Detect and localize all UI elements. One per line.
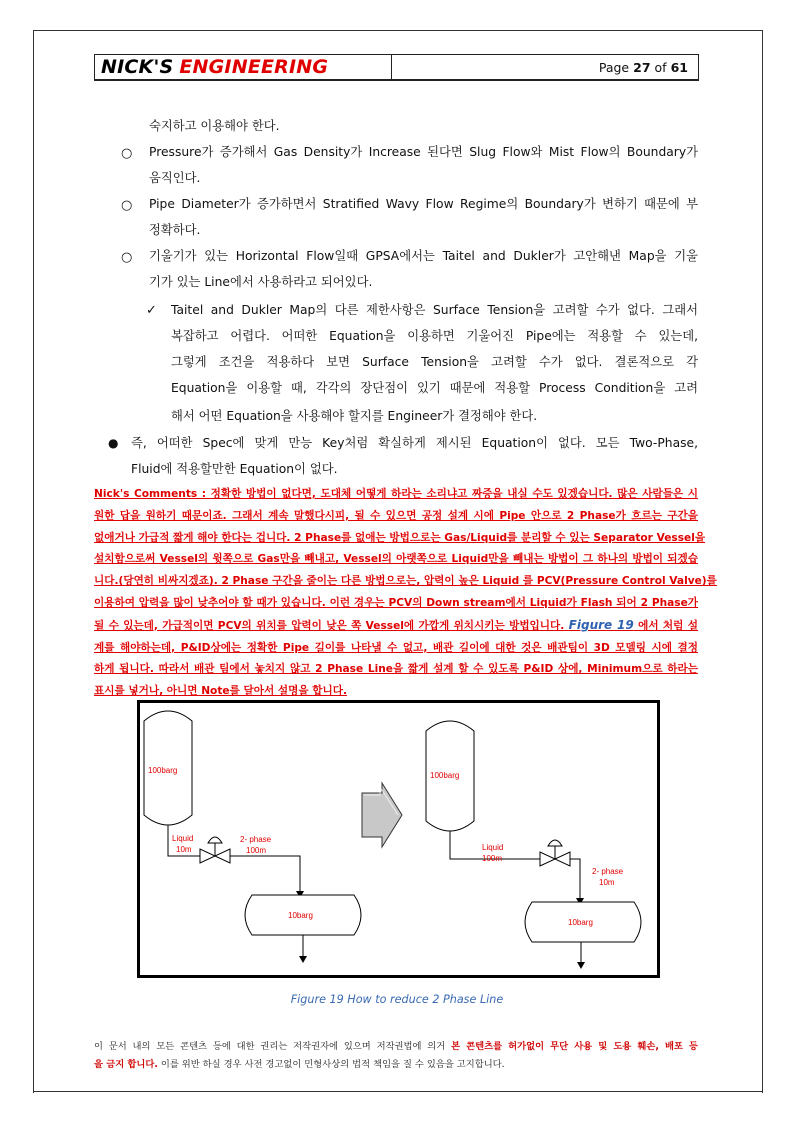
list-item-pipe-diameter: Pipe Diameter가 증가하면서 Stratified Wavy Flow Regime의 Boundary가 변하기 때문에 부 (149, 197, 698, 211)
transition-arrow-icon (362, 783, 402, 847)
bullet-item-line: 즉, 어떠한 Spec에 맞게 만능 Key처럼 확실하게 제시된 Equation이 없다. 모든 Two-Phase, (131, 436, 698, 450)
comment-line: 이용하여 압력을 많이 낮추어야 할 때가 있습니다. 이런 경우는 PCV의 Down stream에서 Liquid가 Flash 되어 2 Phase가 (94, 596, 698, 609)
copyright-warning: 을 금지 합니다. (94, 1059, 158, 1070)
figure-19-diagram (137, 700, 660, 978)
right-top-vessel-label: 100barg (430, 771, 460, 780)
text-line: 정확하다. (149, 223, 201, 237)
copyright-notice (94, 1038, 698, 1074)
bullet-marker: ● (108, 436, 119, 450)
comment-line: 표시를 넣거나, 아니면 Note를 달아서 설명을 합니다. (94, 685, 348, 698)
copyright-text: 이 문서 내의 모든 콘텐츠 등에 대한 권리는 저작권자에 있으며 저작권법에 의거 (94, 1041, 452, 1052)
copyright-text: 이를 위반 하실 경우 사전 경고없이 민형사상의 법적 책임을 질 수 있음을 고지합니다. (157, 1059, 505, 1070)
left-control-valve-icon (200, 837, 230, 863)
checkmark-icon: ✓ (146, 303, 157, 318)
left-two-phase-line (230, 856, 300, 895)
left-two-phase-label: 2- phase (240, 835, 272, 844)
copyright-warning: 본 콘텐츠를 허가없이 무단 사용 및 도용 훼손, 배포 등 (451, 1041, 698, 1052)
comment-line: 계를 해야하는데, P&ID상에는 정확한 Pipe 길이를 나타낼 수 없고, 배관 길이에 대한 것은 배관팀이 3D 모델링 시에 결정 (94, 641, 698, 654)
list-item-pressure: Pressure가 증가해서 Gas Density가 Increase 된다면 Slug Flow와 Mist Flow의 Boundary가 (149, 145, 698, 159)
left-outlet-arrowhead (299, 956, 307, 963)
left-two-phase-length: 100m (246, 846, 267, 855)
check-item-line: Taitel and Dukler Map의 다른 제한사항은 Surface Tension을 고려할 수가 없다. 그래서 (171, 303, 698, 317)
comment-line (94, 615, 698, 638)
right-liquid-length: 100m (482, 854, 503, 863)
page-total: 61 (670, 59, 688, 75)
right-two-phase-line (570, 859, 580, 902)
page-label: Page (598, 59, 630, 75)
comment-line: 하게 됩니다. 따라서 배관 팀에서 놓치지 않고 2 Phase Line을 짧게 설계 할 수 있도록 P&ID 상에, Minimum으로 하라는 (94, 663, 698, 676)
right-control-valve-icon (540, 840, 570, 866)
figure-caption: Figure 19 How to reduce 2 Phase Line (290, 993, 504, 1006)
nicks-comments (94, 484, 717, 703)
bullet-item-line: Fluid에 적용할만한 Equation이 없다. (131, 462, 338, 476)
left-process-diagram (144, 711, 361, 963)
check-item-line: 그렇게 조건을 적용하다 보면 Surface Tension을 고려할 수가 없다. 결론적으로 각 (171, 355, 698, 369)
left-bottom-vessel-label: 10barg (288, 911, 313, 920)
page-header (94, 54, 699, 81)
comment-line: 원한 답을 원하기 때문이죠. 그래서 계속 말했다시피, 될 수 있으면 공정 설계 시에 Pipe 안으로 2 Phase가 흐르는 구간을 (94, 509, 698, 522)
circle-marker: ○ (121, 250, 133, 265)
comment-line: 설치함으로써 Vessel의 윗쪽으로 Gas만을 빼내고, Vessel의 아랫쪽으로 Liquid만을 빼내는 방법이 그 하나의 방법이 되겠습 (94, 553, 698, 566)
logo-text-nicks: NICK'S (101, 56, 174, 78)
figure-reference-link[interactable]: Figure 19 (568, 617, 634, 632)
right-outlet-arrowhead (577, 962, 585, 969)
list-item-horizontal-flow: 기울기가 있는 Horizontal Flow일때 GPSA에서는 Taitel and Dukler가 고안해낸 Map을 기울 (149, 249, 698, 263)
check-item-line: 해서 어떤 Equation을 사용해야 할지를 Engineer가 결정해야 한다. (171, 409, 538, 423)
right-bottom-vessel-label: 10barg (568, 918, 593, 927)
text-line: 숙지하고 이용해야 한다. (149, 119, 280, 133)
right-liquid-label: Liquid (482, 843, 504, 852)
left-top-vessel-label: 100barg (148, 766, 178, 775)
left-liquid-label: Liquid (172, 834, 194, 843)
left-liquid-length: 10m (176, 845, 192, 854)
logo-text-engineering: ENGINEERING (179, 56, 329, 78)
company-logo (95, 55, 392, 79)
copyright-line (94, 1056, 698, 1074)
check-item-line: Equation을 이용할 때, 각각의 장단점이 있기 때문에 적용할 Process Condition을 고려 (171, 381, 698, 395)
right-two-phase-length: 10m (599, 878, 615, 887)
copyright-line (94, 1038, 698, 1056)
comment-line: 없애거나 가급적 짧게 해야 한다는 겁니다. 2 Phase를 없애는 방법으로는 Gas/Liquid를 분리할 수 있는 Separator Vessel을 (94, 531, 706, 544)
right-two-phase-label: 2- phase (592, 867, 624, 876)
comment-text: 될 수 있는데, 가급적이면 PCV의 위치를 압력이 낮은 쪽 Vessel에 가깝게 위치시키는 방법입니다. (94, 619, 565, 632)
text-line: 기가 있는 Line에서 사용하라고 되어있다. (149, 275, 373, 289)
check-item-line: 복잡하고 어렵다. 어떠한 Equation을 이용하면 기울어진 Pipe에는 적용할 수 있는데, (171, 329, 698, 343)
circle-marker: ○ (121, 146, 133, 161)
page-of-label: of (654, 59, 667, 75)
comment-line: Nick's Comments : 정확한 방법이 없다면, 도대체 어떻게 하라는 소리냐고 짜증을 내실 수도 있겠습니다. 많은 사람들은 시 (94, 488, 698, 500)
page-current: 27 (633, 59, 651, 75)
bottom-rule (33, 1091, 762, 1092)
text-line: 움직인다. (149, 171, 201, 185)
comment-line: 니다.(당연히 비싸지겠죠). 2 Phase 구간을 줄이는 다른 방법으로는, 압력이 높은 Liquid 를 PCV(Pressure Control Valve)를 (94, 575, 717, 588)
comment-text: 에서 처럼 설 (638, 619, 698, 632)
page-number (392, 55, 698, 79)
right-process-diagram (426, 721, 641, 969)
circle-marker: ○ (121, 198, 133, 213)
